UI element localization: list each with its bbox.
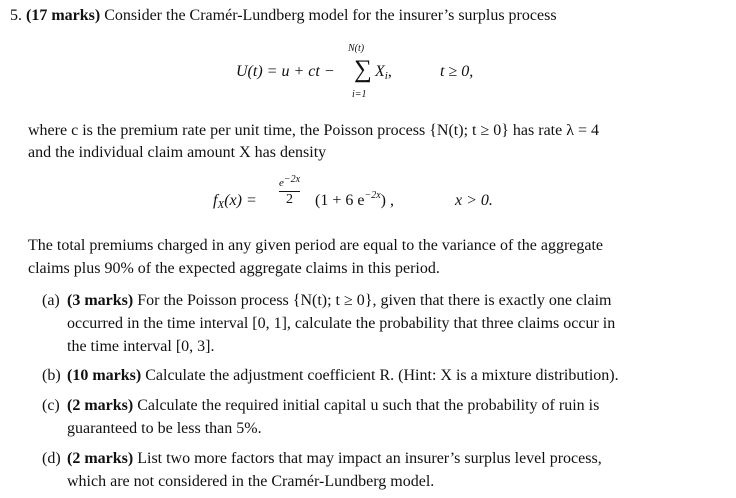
part-a-line-3: the time interval [0, 3].: [67, 338, 215, 355]
where-line-1: where c is the premium rate per unit time, the Poisson process {N(t); t ≥ 0} has rate λ = 4: [28, 122, 600, 139]
density-fraction: $\frac{e^{-2x}}{2}$: [279, 174, 301, 207]
question-intro: Consider the Cramér-Lundberg model for the insurer’s surplus process: [104, 7, 557, 24]
part-c-line-2: guaranteed to be less than 5%.: [67, 420, 262, 437]
premium-line-2: claims plus 90% of the expected aggregate claims in this period.: [28, 260, 440, 277]
where-line-2: and the individual claim amount X has density: [28, 144, 327, 161]
surplus-condition: t ≥ 0,: [440, 63, 474, 80]
part-c-label: (c): [42, 397, 60, 414]
surplus-lhs: U(t) = u + ct −: [236, 63, 335, 80]
question-marks: (17 marks): [26, 7, 101, 24]
part-b-label: (b): [42, 367, 61, 384]
premium-line-1: The total premiums charged in any given period are equal to the variance of the aggregate: [28, 237, 604, 254]
part-a-label: (a): [42, 292, 60, 309]
sum-term: $X_i$,: [375, 63, 392, 82]
part-b-line-1: (10 marks) Calculate the adjustment coefficient R. (Hint: X is a mixture distribution).: [67, 367, 619, 384]
part-a-line-2: occurred in the time interval [0, 1], calculate the probability that three claims occur in: [67, 315, 616, 332]
part-d-line-1: (2 marks) List two more factors that may impact an insurer’s surplus level process,: [67, 450, 602, 467]
density-condition: x > 0.: [455, 192, 493, 209]
part-c-line-1: (2 marks) Calculate the required initial capital u such that the probability of ruin is: [67, 397, 600, 414]
sum-lower-limit: i=1: [352, 89, 367, 100]
part-a-line-1: (3 marks) For the Poisson process {N(t); t ≥ 0}, given that there is exactly one claim: [67, 292, 612, 309]
question-number: 5.: [10, 7, 22, 24]
question-heading: [10, 6, 557, 27]
part-d-label: (d): [42, 450, 61, 467]
sum-upper-limit: N(t): [348, 43, 365, 54]
density-lhs: $f_X(x)$ =: [213, 192, 257, 211]
density-bracket: (1 + 6 $e^{-2x}$) ,: [315, 190, 394, 209]
sum-symbol: ∑: [354, 56, 372, 83]
part-d-line-2: which are not considered in the Cramér-Lundberg model.: [67, 473, 435, 490]
